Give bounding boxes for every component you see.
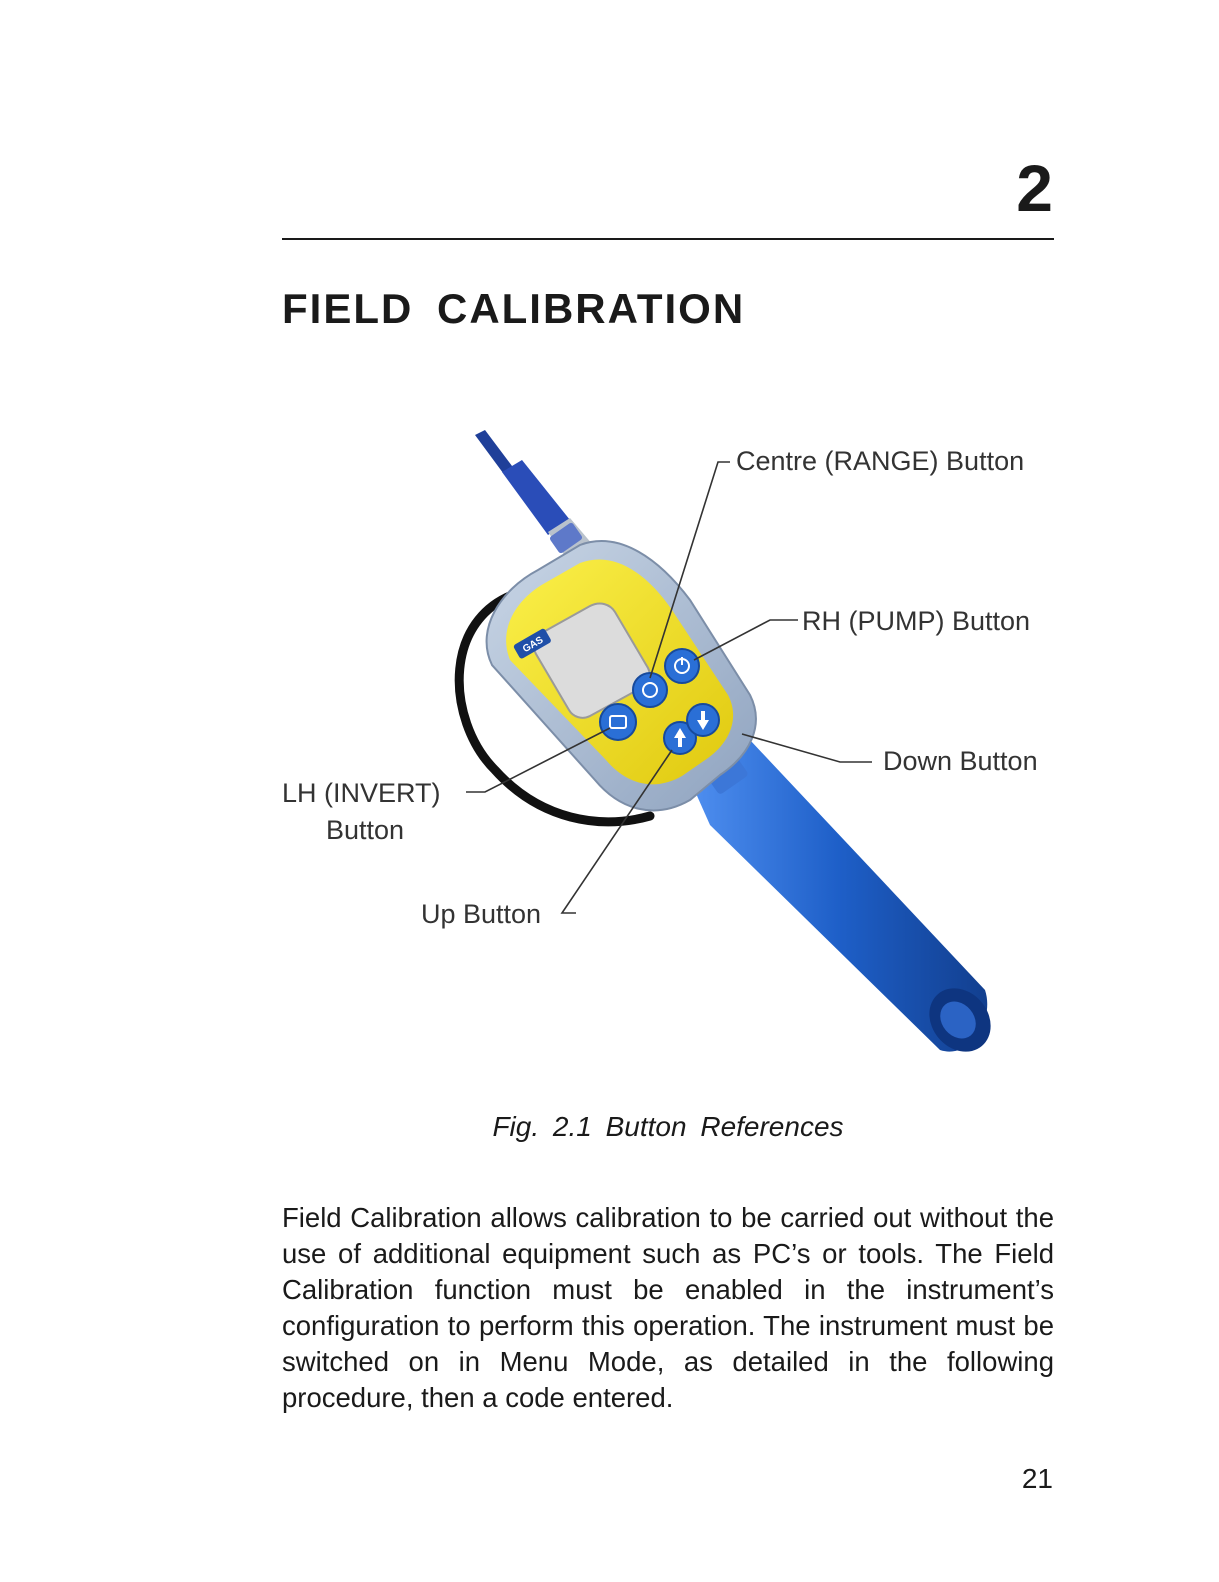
callout-centre-range-button: Centre (RANGE) Button xyxy=(736,446,1025,476)
rh-pump-button[interactable] xyxy=(665,649,699,683)
figure-caption: Fig. 2.1 Button References xyxy=(492,1111,844,1142)
section-title: FIELD CALIBRATION xyxy=(282,285,746,332)
callout-down-button: Down Button xyxy=(883,746,1038,776)
body-paragraph: Field Calibration allows calibration to be carried out without the use of additional equipment such as PC’s or tools. The Field Calibration function must be enabled in the instrument’s configuration to perform this operation. The instrument must be switched on in Menu Mode, as detailed in the following procedure, then a code entered. xyxy=(282,1202,1054,1413)
handle xyxy=(690,740,1003,1064)
figure-button-references xyxy=(270,420,1070,1080)
centre-range-button[interactable] xyxy=(633,673,667,707)
lh-invert-button[interactable] xyxy=(600,704,636,740)
svg-text:GAS: GAS xyxy=(520,634,546,656)
chapter-divider xyxy=(282,238,1054,240)
page-number: 21 xyxy=(1021,1463,1053,1494)
callout-lh-invert-line2: Button xyxy=(326,815,405,845)
callout-rh-pump-button: RH (PUMP) Button xyxy=(802,606,1031,636)
chapter-number: 2 xyxy=(1016,151,1053,225)
down-button[interactable] xyxy=(687,704,719,736)
callout-lh-invert-line1: LH (INVERT) xyxy=(282,778,441,808)
callout-up-button: Up Button xyxy=(421,899,542,929)
